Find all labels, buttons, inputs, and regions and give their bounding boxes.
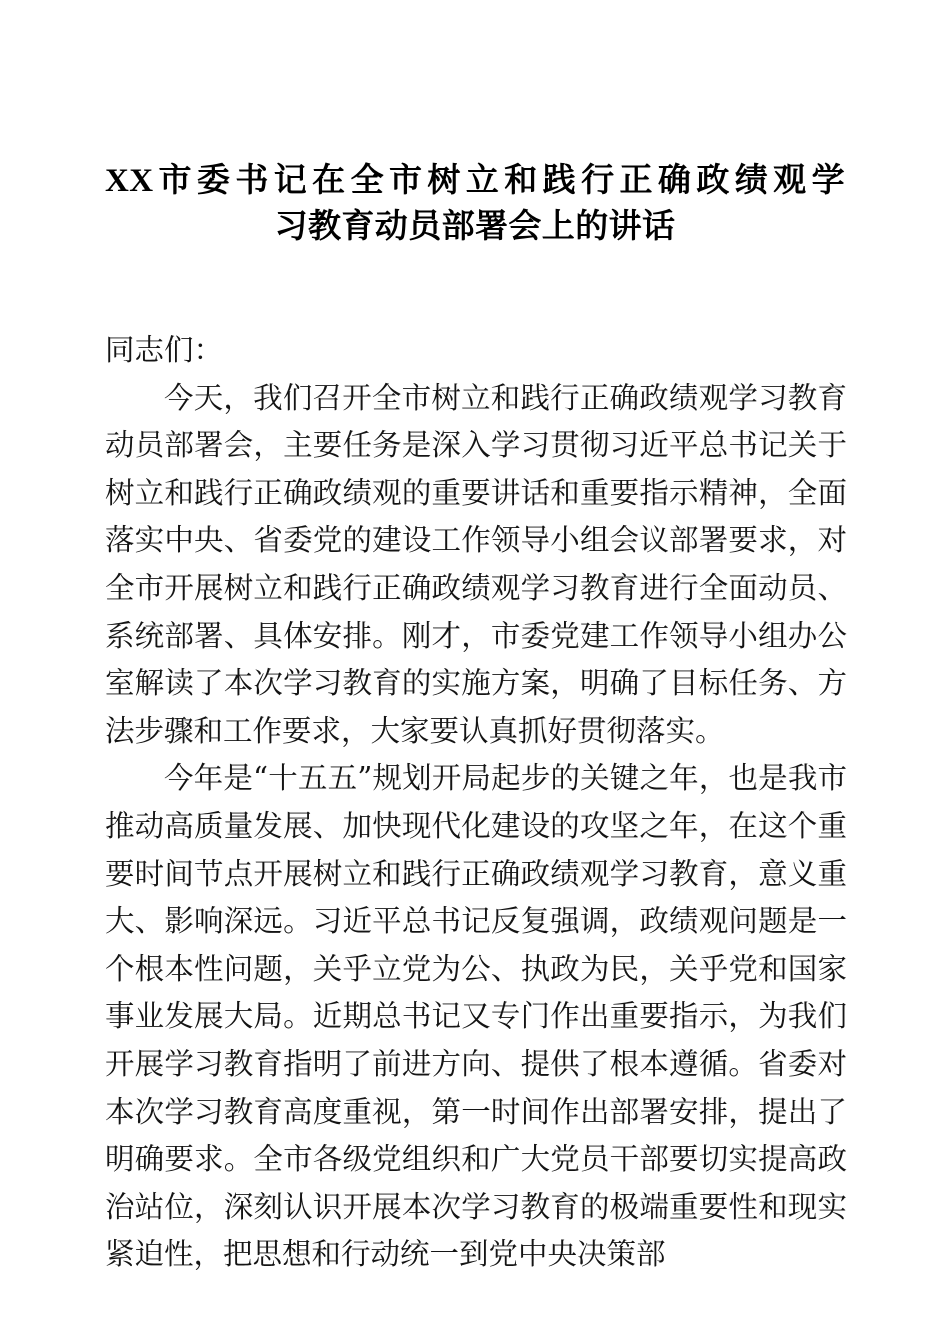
document-body [105, 327, 847, 1279]
salutation: 同志们： [105, 333, 224, 367]
paragraph-1: 今天，我们召开全市树立和践行正确政绩观学习教育动员部署会，主要任务是深入学习贯彻习近平总书记关于树立和践行正确政绩观的重要讲话和重要指示精神，全面落实中央、省委党的建设工作领导小组会议部署要求，对全市开展树立和践行正确政绩观学习教育进行全面动员、系统部署、具体安排。刚才，市委党建工作领导小组办公室解读了本次学习教育的实施方案，明确了目标任务、方法步骤和工作要求，大家要认真抓好贯彻落实。 [105, 380, 847, 748]
document-title-line-1: XX市委书记在全市树立和践行正确政绩观学 [105, 163, 845, 199]
document-title-line-2: 习教育动员部署会上的讲话 [274, 209, 676, 245]
paragraph-2: 今年是“十五五”规划开局起步的关键之年，也是我市推动高质量发展、加快现代化建设的攻坚之年，在这个重要时间节点开展树立和践行正确政绩观学习教育，意义重大、影响深远。习近平总书记反复强调，政绩观问题是一个根本性问题，关乎立党为公、执政为民，关乎党和国家事业发展大局。近期总书记又专门作出重要指示，为我们开展学习教育指明了前进方向、提供了根本遵循。省委对本次学习教育高度重视，第一时间作出部署安排，提出了明确要求。全市各级党组织和广大党员干部要切实提高政治站位，深刻认识开展本次学习教育的极端重要性和现实紧迫性，把思想和行动统一到党中央决策部 [105, 761, 847, 1272]
document-title [105, 158, 845, 250]
